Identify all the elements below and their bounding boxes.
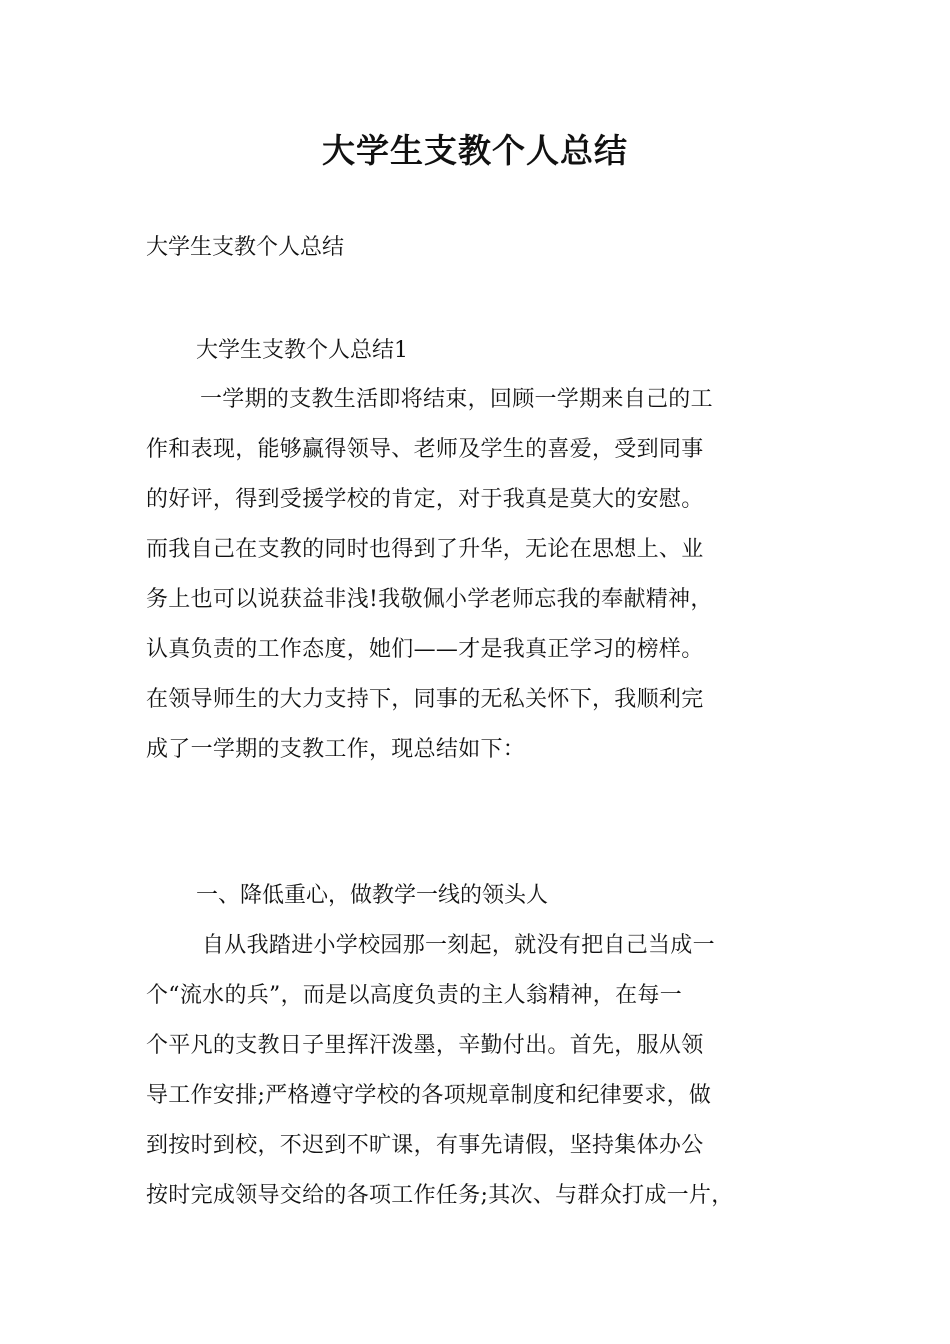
paragraph-line: 成了一学期的支教工作，现总结如下： <box>146 737 526 762</box>
paragraph-line: 的好评，得到受援学校的肯定，对于我真是莫大的安慰。 <box>146 487 704 512</box>
paragraph-line: 导工作安排;严格遵守学校的各项规章制度和纪律要求，做 <box>146 1083 712 1108</box>
paragraph-line: 而我自己在支教的同时也得到了升华，无论在思想上、业 <box>146 537 704 562</box>
document-title: 大学生支教个人总结 <box>322 131 628 170</box>
paragraph-line: 自从我踏进小学校园那一刻起，就没有把自己当成一 <box>202 933 715 958</box>
paragraph-line: 个平凡的支教日子里挥汗泼墨，辛勤付出。首先，服从领 <box>146 1033 704 1058</box>
paragraph-line: 认真负责的工作态度，她们——才是我真正学习的榜样。 <box>146 637 704 662</box>
paragraph-line: 务上也可以说获益非浅!我敬佩小学老师忘我的奉献精神， <box>146 587 713 612</box>
paragraph-line: 在领导师生的大力支持下，同事的无私关怀下，我顺利完 <box>146 687 704 712</box>
paragraph-line: 一学期的支教生活即将结束，回顾一学期来自己的工 <box>200 387 713 412</box>
document-subtitle: 大学生支教个人总结 <box>146 235 345 260</box>
paragraph-1 <box>146 375 811 775</box>
paragraph-2 <box>146 921 811 1221</box>
paragraph-line: 到按时到校，不迟到不旷课，有事先请假，坚持集体办公 <box>146 1133 704 1158</box>
section-heading-2: 一、降低重心，做教学一线的领头人 <box>196 883 549 908</box>
section-heading-1: 大学生支教个人总结1 <box>196 338 408 363</box>
paragraph-line: 作和表现，能够赢得领导、老师及学生的喜爱，受到同事 <box>146 437 704 462</box>
paragraph-line: 按时完成领导交给的各项工作任务;其次、与群众打成一片， <box>146 1183 734 1208</box>
paragraph-line: 个“流水的兵”，而是以高度负责的主人翁精神，在每一 <box>146 983 682 1008</box>
